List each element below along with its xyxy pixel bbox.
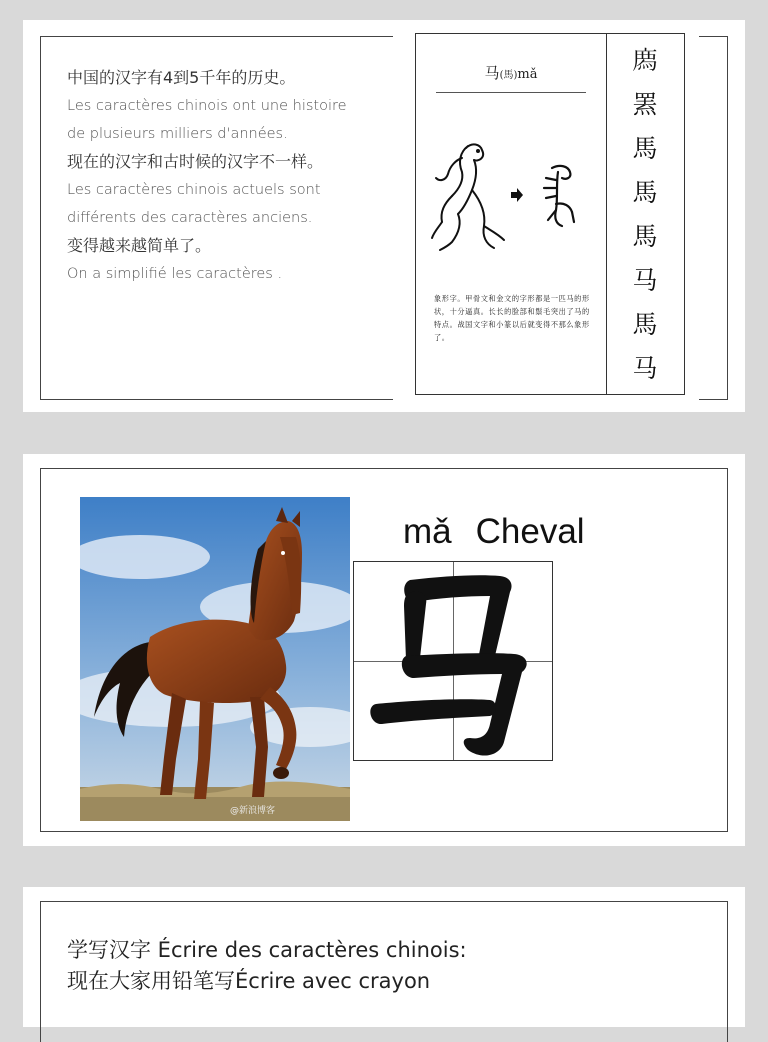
history-line: Les caractères chinois ont une histoire [67,98,347,114]
instruction-line: 现在大家用铅笔写Écrire avec crayon [67,969,431,993]
french-word: Cheval [475,512,585,551]
slide-writing [23,887,745,1027]
divider [436,92,586,93]
horse-sketch-illustration [428,138,508,254]
title-char: 马 [484,64,500,82]
dictionary-main [416,34,607,394]
evolution-glyph: 马 [632,265,658,295]
history-text [67,64,397,288]
history-line: différents des caractères anciens. [67,210,313,226]
pinyin: mǎ [403,512,452,551]
character-evolution-column [606,34,684,394]
arrow-right-icon [510,188,524,202]
oracle-bone-horse-glyph [538,162,578,228]
evolution-glyph: 马 [632,353,658,383]
title-traditional: (馬) [499,70,518,81]
horse-photo [80,497,350,821]
character-writing-grid [353,561,553,761]
dictionary-description: 象形字。甲骨文和金文的字形都是一匹马的形状，十分逼真。长长的脸部和鬃毛突出了马的特点。战国文字和小篆以后就变得不那么象形了。 [434,294,590,342]
slide-history [23,20,745,412]
evolution-glyph: 馬 [632,221,658,251]
photo-watermark: @新浪博客 [230,806,276,816]
history-line: 变得越来越简单了。 [67,236,212,255]
history-line: Les caractères chinois actuels sont [67,182,321,198]
history-line: 中国的汉字有4到5千年的历史。 [67,68,296,87]
evolution-glyph: 馬 [632,133,658,163]
word-heading [403,512,585,552]
title-pinyin: mǎ [517,67,538,82]
frame-edge [699,36,728,400]
brush-character-ma [354,562,554,762]
history-line: 现在的汉字和古时候的汉字不一样。 [67,152,324,171]
evolution-glyph: 𢊁 [632,45,658,75]
evolution-glyph: 馬 [632,309,658,339]
writing-instructions [67,935,467,997]
evolution-glyph: 馬 [632,177,658,207]
slide-character-card [23,454,745,846]
history-line: On a simplifié les caractères . [67,266,283,282]
evolution-glyph: 罴 [632,89,658,119]
instruction-line: 学写汉字 Écrire des caractères chinois: [67,938,467,962]
history-line: de plusieurs milliers d'années. [67,126,288,142]
dictionary-title [416,62,606,83]
dictionary-page [415,33,685,395]
